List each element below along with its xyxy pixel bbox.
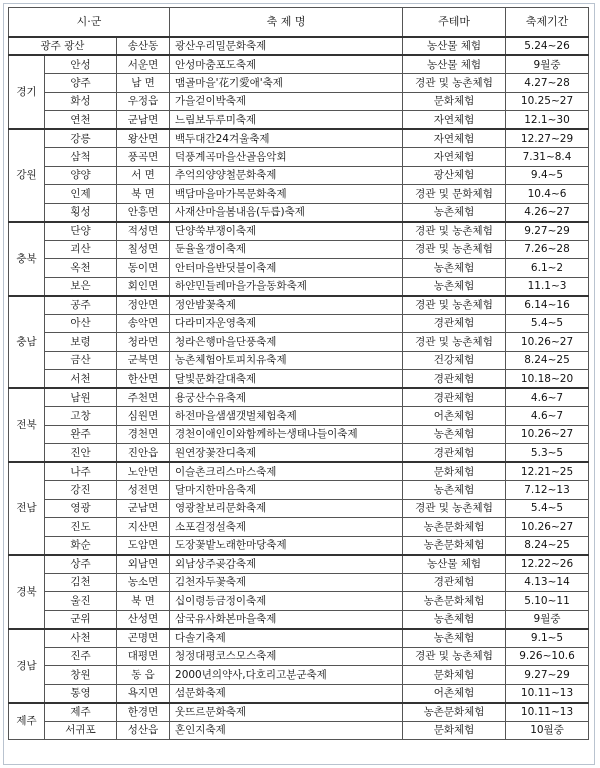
festival-name-cell: 맴골마을'花기愛애'축제 bbox=[170, 74, 403, 93]
theme-cell: 문화체험 bbox=[403, 462, 506, 481]
town-cell: 군북면 bbox=[117, 351, 170, 370]
festival-name-cell: 둔율올갱이축제 bbox=[170, 240, 403, 259]
period-cell: 9월중 bbox=[506, 55, 589, 74]
festival-name-cell: 추억의양양철문화축제 bbox=[170, 166, 403, 185]
town-cell: 한산면 bbox=[117, 370, 170, 389]
city-cell: 김천 bbox=[45, 573, 117, 592]
city-cell: 화성 bbox=[45, 92, 117, 111]
city-cell: 진안 bbox=[45, 444, 117, 463]
table-row bbox=[9, 370, 589, 389]
period-cell: 10.25~27 bbox=[506, 92, 589, 111]
town-cell: 적성면 bbox=[117, 222, 170, 241]
theme-cell: 경관 및 농촌체험 bbox=[403, 647, 506, 666]
period-cell: 12.22~26 bbox=[506, 555, 589, 574]
table-row bbox=[9, 610, 589, 629]
theme-cell: 경관체험 bbox=[403, 314, 506, 333]
table-row bbox=[9, 573, 589, 592]
period-cell: 7.31~8.4 bbox=[506, 148, 589, 167]
town-cell: 경천면 bbox=[117, 425, 170, 444]
festival-name-cell: 안성마춤포도축제 bbox=[170, 55, 403, 74]
festival-name-cell: 사재산마을봄내음(두릅)축제 bbox=[170, 203, 403, 222]
city-cell: 제주 bbox=[45, 703, 117, 722]
city-cell: 군위 bbox=[45, 610, 117, 629]
theme-cell: 농촌체험 bbox=[403, 481, 506, 500]
theme-cell: 경관 및 농촌체험 bbox=[403, 74, 506, 93]
city-cell: 서천 bbox=[45, 370, 117, 389]
theme-cell: 자연체험 bbox=[403, 148, 506, 167]
period-cell: 5.4~5 bbox=[506, 314, 589, 333]
city-cell: 아산 bbox=[45, 314, 117, 333]
town-cell: 북 면 bbox=[117, 185, 170, 204]
period-cell: 5.3~5 bbox=[506, 444, 589, 463]
period-cell: 9.1~5 bbox=[506, 629, 589, 648]
town-cell: 서운면 bbox=[117, 55, 170, 74]
period-cell: 10.26~27 bbox=[506, 518, 589, 537]
table-row bbox=[9, 74, 589, 93]
festival-name-cell: 달마지한마음축제 bbox=[170, 481, 403, 500]
period-cell: 9.4~5 bbox=[506, 166, 589, 185]
city-cell: 횡성 bbox=[45, 203, 117, 222]
theme-cell: 문화체험 bbox=[403, 92, 506, 111]
town-cell: 남 면 bbox=[117, 74, 170, 93]
city-cell: 광주 광산 bbox=[9, 37, 117, 56]
town-cell: 농소면 bbox=[117, 573, 170, 592]
period-cell: 7.12~13 bbox=[506, 481, 589, 500]
period-cell: 5.4~5 bbox=[506, 499, 589, 518]
festival-name-cell: 도장꽃밭노래한마당축제 bbox=[170, 536, 403, 555]
theme-cell: 자연체험 bbox=[403, 111, 506, 130]
city-cell: 강릉 bbox=[45, 129, 117, 148]
festival-name-cell: 청정대평코스모스축제 bbox=[170, 647, 403, 666]
period-cell: 9.26~10.6 bbox=[506, 647, 589, 666]
city-cell: 금산 bbox=[45, 351, 117, 370]
period-cell: 10.11~13 bbox=[506, 684, 589, 703]
table-row bbox=[9, 666, 589, 685]
period-cell: 10.11~13 bbox=[506, 703, 589, 722]
festival-name-cell: 원연장꽃잔디축제 bbox=[170, 444, 403, 463]
period-cell: 6.14~16 bbox=[506, 296, 589, 315]
festival-name-cell: 다라미자운영축제 bbox=[170, 314, 403, 333]
theme-cell: 자연체험 bbox=[403, 129, 506, 148]
festival-name-cell: 삼국유사화본마을축제 bbox=[170, 610, 403, 629]
town-cell: 노안면 bbox=[117, 462, 170, 481]
region-cell: 경북 bbox=[9, 555, 45, 629]
city-cell: 괴산 bbox=[45, 240, 117, 259]
period-cell: 6.1~2 bbox=[506, 259, 589, 278]
city-cell: 사천 bbox=[45, 629, 117, 648]
town-cell: 산성면 bbox=[117, 610, 170, 629]
festival-name-cell: 김천자두꽃축제 bbox=[170, 573, 403, 592]
theme-cell: 경관체험 bbox=[403, 444, 506, 463]
town-cell: 회인면 bbox=[117, 277, 170, 296]
table-row bbox=[9, 388, 589, 407]
period-cell: 9.27~29 bbox=[506, 222, 589, 241]
city-cell: 보령 bbox=[45, 333, 117, 352]
theme-cell: 경관 및 농촌체험 bbox=[403, 499, 506, 518]
festival-name-cell: 청라은행마을단풍축제 bbox=[170, 333, 403, 352]
table-row bbox=[9, 703, 589, 722]
town-cell: 대평면 bbox=[117, 647, 170, 666]
region-cell: 충남 bbox=[9, 296, 45, 389]
table-body bbox=[9, 37, 589, 740]
city-cell: 화순 bbox=[45, 536, 117, 555]
table-row bbox=[9, 333, 589, 352]
town-cell: 진안읍 bbox=[117, 444, 170, 463]
festival-name-cell: 십이령등금정이축제 bbox=[170, 592, 403, 611]
city-cell: 삼척 bbox=[45, 148, 117, 167]
table-row bbox=[9, 536, 589, 555]
festival-name-cell: 느림보두루미축제 bbox=[170, 111, 403, 130]
city-cell: 단양 bbox=[45, 222, 117, 241]
period-cell: 7.26~28 bbox=[506, 240, 589, 259]
theme-cell: 농촌문화체험 bbox=[403, 703, 506, 722]
table-row bbox=[9, 425, 589, 444]
city-cell: 공주 bbox=[45, 296, 117, 315]
theme-cell: 농촌문화체험 bbox=[403, 536, 506, 555]
festival-name-cell: 용궁산수유축제 bbox=[170, 388, 403, 407]
table-row bbox=[9, 148, 589, 167]
period-cell: 4.27~28 bbox=[506, 74, 589, 93]
town-cell: 한경면 bbox=[117, 703, 170, 722]
period-cell: 9.27~29 bbox=[506, 666, 589, 685]
period-cell: 4.6~7 bbox=[506, 407, 589, 426]
town-cell: 풍곡면 bbox=[117, 148, 170, 167]
theme-cell: 경관체험 bbox=[403, 370, 506, 389]
header-period: 축제기간 bbox=[506, 8, 589, 37]
region-cell: 전북 bbox=[9, 388, 45, 462]
town-cell: 동 읍 bbox=[117, 666, 170, 685]
town-cell: 칠성면 bbox=[117, 240, 170, 259]
city-cell: 옥천 bbox=[45, 259, 117, 278]
table-row bbox=[9, 111, 589, 130]
table-row bbox=[9, 407, 589, 426]
theme-cell: 농촌체험 bbox=[403, 203, 506, 222]
theme-cell: 경관체험 bbox=[403, 573, 506, 592]
table-row bbox=[9, 462, 589, 481]
city-cell: 보은 bbox=[45, 277, 117, 296]
table-row bbox=[9, 444, 589, 463]
festival-name-cell: 정안밤꽃축제 bbox=[170, 296, 403, 315]
town-cell: 북 면 bbox=[117, 592, 170, 611]
table-row bbox=[9, 518, 589, 537]
town-cell: 성산읍 bbox=[117, 721, 170, 740]
period-cell: 9월중 bbox=[506, 610, 589, 629]
region-cell: 경기 bbox=[9, 55, 45, 129]
festival-name-cell: 경천이애인이와함께하는생태나들이축제 bbox=[170, 425, 403, 444]
town-cell: 주천면 bbox=[117, 388, 170, 407]
table-row bbox=[9, 240, 589, 259]
period-cell: 12.21~25 bbox=[506, 462, 589, 481]
festival-name-cell: 가을걷이박축제 bbox=[170, 92, 403, 111]
city-cell: 완주 bbox=[45, 425, 117, 444]
table-row bbox=[9, 647, 589, 666]
festival-name-cell: 외남상주곶감축제 bbox=[170, 555, 403, 574]
theme-cell: 경관 및 농촌체험 bbox=[403, 296, 506, 315]
festival-table bbox=[8, 7, 589, 740]
city-cell: 고창 bbox=[45, 407, 117, 426]
table-row bbox=[9, 203, 589, 222]
period-cell: 10.26~27 bbox=[506, 425, 589, 444]
table-row bbox=[9, 592, 589, 611]
header-theme: 주테마 bbox=[403, 8, 506, 37]
festival-name-cell: 하전마을샘샘갯벌체험축제 bbox=[170, 407, 403, 426]
period-cell: 12.27~29 bbox=[506, 129, 589, 148]
theme-cell: 문화체험 bbox=[403, 721, 506, 740]
theme-cell: 어촌체험 bbox=[403, 684, 506, 703]
period-cell: 10.26~27 bbox=[506, 333, 589, 352]
theme-cell: 경관 및 농촌체험 bbox=[403, 222, 506, 241]
period-cell: 4.13~14 bbox=[506, 573, 589, 592]
period-cell: 10.4~6 bbox=[506, 185, 589, 204]
table-row bbox=[9, 499, 589, 518]
festival-name-cell: 단양쑥부쟁이축제 bbox=[170, 222, 403, 241]
theme-cell: 문화체험 bbox=[403, 666, 506, 685]
city-cell: 양주 bbox=[45, 74, 117, 93]
period-cell: 12.1~30 bbox=[506, 111, 589, 130]
festival-name-cell: 소포걸정설축제 bbox=[170, 518, 403, 537]
period-cell: 5.24~26 bbox=[506, 37, 589, 56]
table-row bbox=[9, 166, 589, 185]
period-cell: 4.6~7 bbox=[506, 388, 589, 407]
festival-name-cell: 영광찰보리문화축제 bbox=[170, 499, 403, 518]
table-row bbox=[9, 314, 589, 333]
theme-cell: 농촌체험 bbox=[403, 629, 506, 648]
town-cell: 심원면 bbox=[117, 407, 170, 426]
city-cell: 통영 bbox=[45, 684, 117, 703]
town-cell: 서 면 bbox=[117, 166, 170, 185]
table-row bbox=[9, 555, 589, 574]
city-cell: 울진 bbox=[45, 592, 117, 611]
table-row bbox=[9, 129, 589, 148]
city-cell: 연천 bbox=[45, 111, 117, 130]
theme-cell: 경관 및 농촌체험 bbox=[403, 333, 506, 352]
town-cell: 외남면 bbox=[117, 555, 170, 574]
city-cell: 서귀포 bbox=[45, 721, 117, 740]
table-row bbox=[9, 37, 589, 56]
table-row bbox=[9, 277, 589, 296]
town-cell: 곤명면 bbox=[117, 629, 170, 648]
period-cell: 5.10~11 bbox=[506, 592, 589, 611]
table-row bbox=[9, 259, 589, 278]
city-cell: 상주 bbox=[45, 555, 117, 574]
festival-name-cell: 하얀민들레마을가을동화축제 bbox=[170, 277, 403, 296]
festival-name-cell: 혼인지축제 bbox=[170, 721, 403, 740]
theme-cell: 경관 및 문화체험 bbox=[403, 185, 506, 204]
town-cell: 송산동 bbox=[117, 37, 170, 56]
festival-name-cell: 농촌체험아토피치유축제 bbox=[170, 351, 403, 370]
town-cell: 왕산면 bbox=[117, 129, 170, 148]
festival-name-cell: 섬문화축제 bbox=[170, 684, 403, 703]
table-row bbox=[9, 351, 589, 370]
festival-name-cell: 안터마을반딧불이축제 bbox=[170, 259, 403, 278]
theme-cell: 농촌문화체험 bbox=[403, 592, 506, 611]
theme-cell: 농산물 체험 bbox=[403, 555, 506, 574]
city-cell: 남원 bbox=[45, 388, 117, 407]
period-cell: 10월중 bbox=[506, 721, 589, 740]
theme-cell: 농촌문화체험 bbox=[403, 518, 506, 537]
table-row bbox=[9, 684, 589, 703]
period-cell: 4.26~27 bbox=[506, 203, 589, 222]
town-cell: 군남면 bbox=[117, 499, 170, 518]
city-cell: 안성 bbox=[45, 55, 117, 74]
theme-cell: 농촌체험 bbox=[403, 259, 506, 278]
town-cell: 욕지면 bbox=[117, 684, 170, 703]
period-cell: 8.24~25 bbox=[506, 351, 589, 370]
city-cell: 영광 bbox=[45, 499, 117, 518]
theme-cell: 농촌체험 bbox=[403, 277, 506, 296]
town-cell: 성전면 bbox=[117, 481, 170, 500]
festival-name-cell: 백담마을마가목문화축제 bbox=[170, 185, 403, 204]
festival-name-cell: 웃뜨르문화축제 bbox=[170, 703, 403, 722]
festival-name-cell: 이슬촌크리스마스축제 bbox=[170, 462, 403, 481]
city-cell: 나주 bbox=[45, 462, 117, 481]
town-cell: 청라면 bbox=[117, 333, 170, 352]
table-row bbox=[9, 296, 589, 315]
period-cell: 10.18~20 bbox=[506, 370, 589, 389]
town-cell: 동이면 bbox=[117, 259, 170, 278]
town-cell: 안흥면 bbox=[117, 203, 170, 222]
town-cell: 도암면 bbox=[117, 536, 170, 555]
region-cell: 강원 bbox=[9, 129, 45, 222]
festival-name-cell: 달빛문화갈대축제 bbox=[170, 370, 403, 389]
table-row bbox=[9, 185, 589, 204]
header-row bbox=[9, 8, 589, 37]
theme-cell: 경관체험 bbox=[403, 388, 506, 407]
table-row bbox=[9, 629, 589, 648]
city-cell: 인제 bbox=[45, 185, 117, 204]
header-name: 축 제 명 bbox=[170, 8, 403, 37]
town-cell: 정안면 bbox=[117, 296, 170, 315]
city-cell: 양양 bbox=[45, 166, 117, 185]
festival-name-cell: 광산우리밀문화축제 bbox=[170, 37, 403, 56]
theme-cell: 농산물 체험 bbox=[403, 55, 506, 74]
festival-name-cell: 백두대간24겨울축제 bbox=[170, 129, 403, 148]
table-row bbox=[9, 92, 589, 111]
theme-cell: 농산물 체험 bbox=[403, 37, 506, 56]
town-cell: 송악면 bbox=[117, 314, 170, 333]
theme-cell: 농촌체험 bbox=[403, 425, 506, 444]
city-cell: 강진 bbox=[45, 481, 117, 500]
region-cell: 경남 bbox=[9, 629, 45, 703]
theme-cell: 광산체험 bbox=[403, 166, 506, 185]
table-row bbox=[9, 55, 589, 74]
town-cell: 지산면 bbox=[117, 518, 170, 537]
theme-cell: 어촌체험 bbox=[403, 407, 506, 426]
town-cell: 우정읍 bbox=[117, 92, 170, 111]
region-cell: 전남 bbox=[9, 462, 45, 555]
festival-name-cell: 덕풍계곡마을산골음악회 bbox=[170, 148, 403, 167]
table-row bbox=[9, 222, 589, 241]
region-cell: 충북 bbox=[9, 222, 45, 296]
festival-name-cell: 2000년의약사,다호리고분군축제 bbox=[170, 666, 403, 685]
theme-cell: 경관 및 농촌체험 bbox=[403, 240, 506, 259]
period-cell: 8.24~25 bbox=[506, 536, 589, 555]
table-row bbox=[9, 721, 589, 740]
theme-cell: 농촌체험 bbox=[403, 610, 506, 629]
city-cell: 진도 bbox=[45, 518, 117, 537]
header-region: 시·군 bbox=[9, 8, 170, 37]
theme-cell: 건강체험 bbox=[403, 351, 506, 370]
city-cell: 창원 bbox=[45, 666, 117, 685]
period-cell: 11.1~3 bbox=[506, 277, 589, 296]
region-cell: 제주 bbox=[9, 703, 45, 740]
table-row bbox=[9, 481, 589, 500]
city-cell: 진주 bbox=[45, 647, 117, 666]
town-cell: 군남면 bbox=[117, 111, 170, 130]
festival-name-cell: 다솔기축제 bbox=[170, 629, 403, 648]
